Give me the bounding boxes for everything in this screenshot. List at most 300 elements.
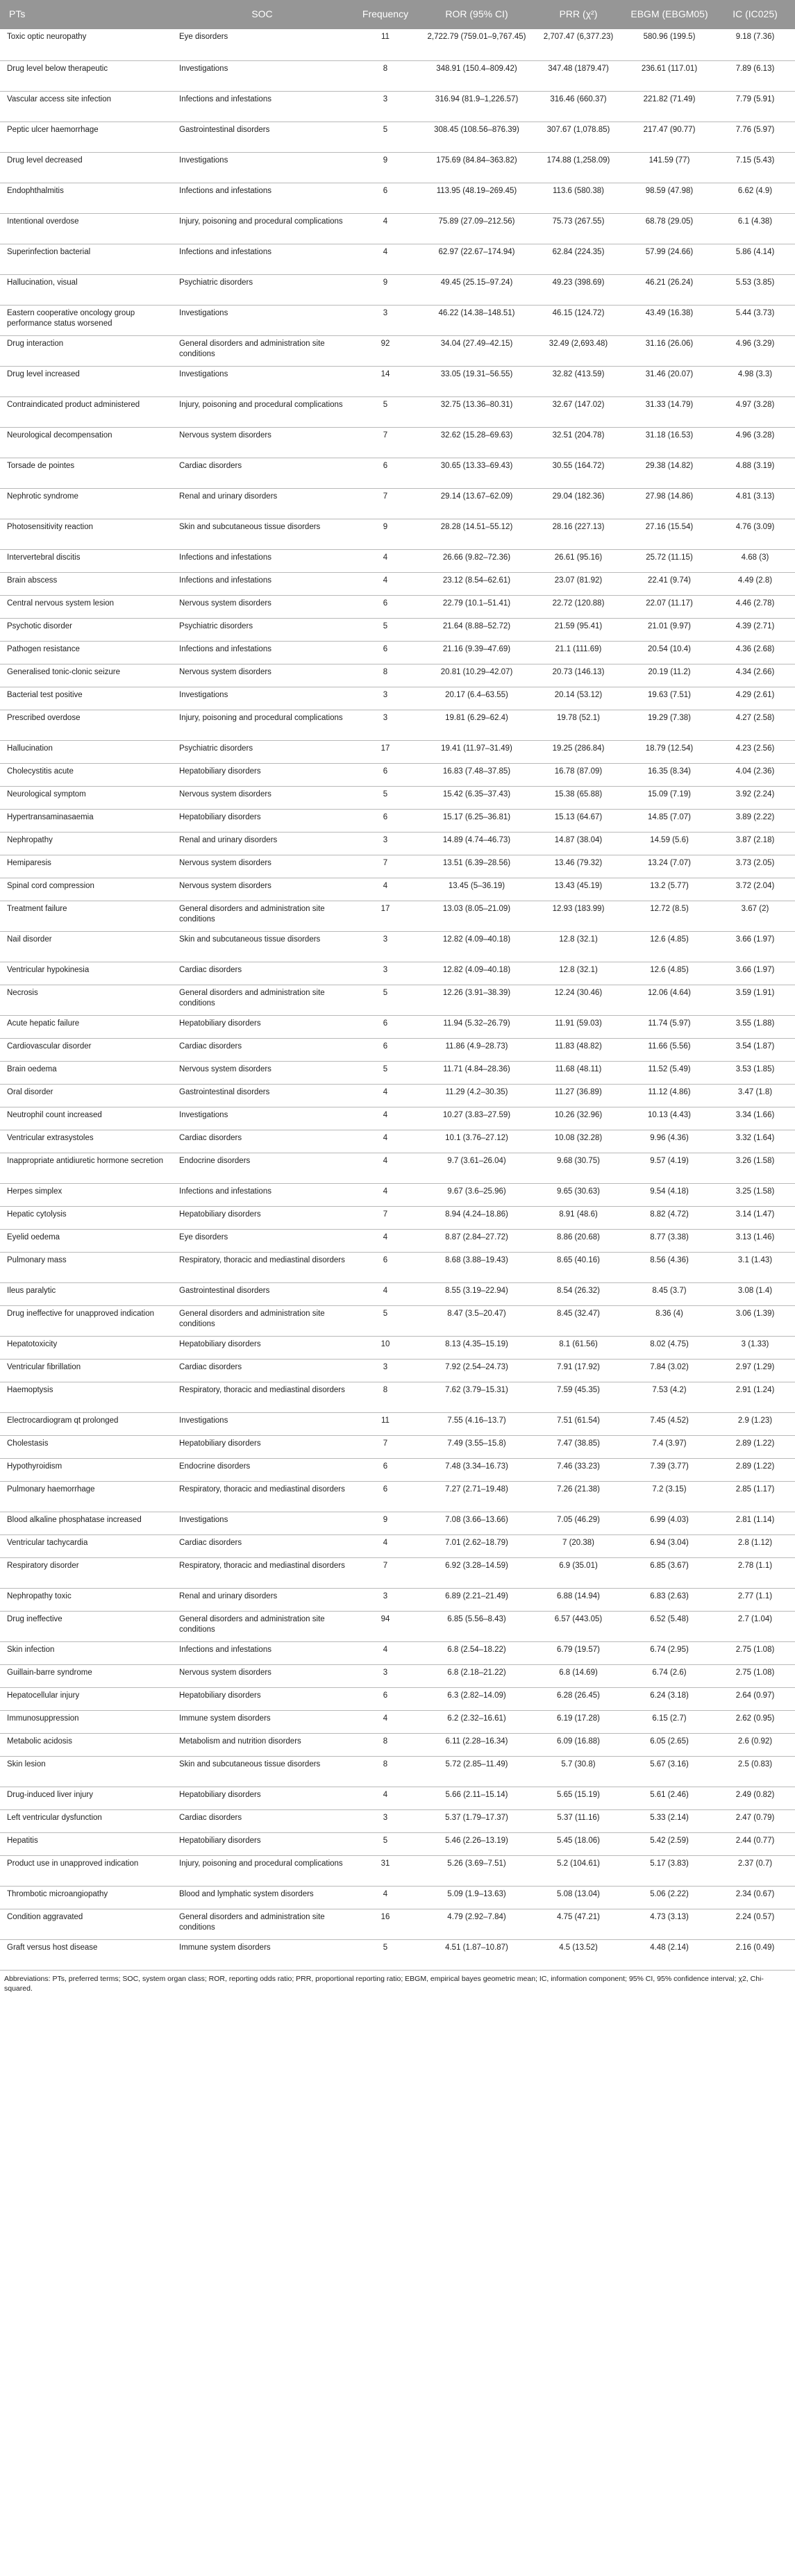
cell-prr: 4.5 (13.52) [533, 1939, 624, 1970]
cell-pt: Condition aggravated [0, 1909, 174, 1939]
cell-ic: 2.8 (1.12) [715, 1534, 795, 1557]
cell-ebgm: 27.98 (14.86) [624, 488, 715, 519]
table-row [0, 1512, 795, 1534]
cell-ror: 6.3 (2.82–14.09) [420, 1687, 533, 1710]
cell-frequency: 4 [351, 244, 420, 274]
cell-soc: Blood and lymphatic system disorders [174, 1886, 351, 1909]
table-row [0, 641, 795, 664]
table-body [0, 29, 795, 1970]
cell-soc: Infections and infestations [174, 1641, 351, 1664]
cell-ror: 6.89 (2.21–21.49) [420, 1588, 533, 1611]
cell-soc: Injury, poisoning and procedural complications [174, 396, 351, 427]
cell-ic: 2.81 (1.14) [715, 1512, 795, 1534]
table-footnote: Abbreviations: PTs, preferred terms; SOC, system organ class; ROR, reporting odds ratio; PRR, proportional reporting ratio; EBGM, empirical bayes geometric mean; IC, information component; 95% CI, 95% confidence interval; χ2, Chi-squared. [4, 1974, 764, 1993]
cell-soc: Investigations [174, 1412, 351, 1435]
cell-frequency: 4 [351, 1710, 420, 1733]
cell-soc: Infections and infestations [174, 91, 351, 122]
cell-ebgm: 7.84 (3.02) [624, 1359, 715, 1382]
cell-prr: 12.93 (183.99) [533, 901, 624, 931]
cell-ror: 8.94 (4.24–18.86) [420, 1206, 533, 1229]
cell-ebgm: 12.06 (4.64) [624, 985, 715, 1015]
cell-soc: Gastrointestinal disorders [174, 1084, 351, 1107]
cell-pt: Cholecystitis acute [0, 763, 174, 786]
cell-ror: 32.75 (13.36–80.31) [420, 396, 533, 427]
cell-ror: 5.37 (1.79–17.37) [420, 1809, 533, 1832]
cell-soc: Investigations [174, 152, 351, 183]
cell-ror: 175.69 (84.84–363.82) [420, 152, 533, 183]
cell-pt: Electrocardiogram qt prolonged [0, 1412, 174, 1435]
cell-ebgm: 46.21 (26.24) [624, 274, 715, 305]
cell-frequency: 7 [351, 427, 420, 458]
cell-ebgm: 5.06 (2.22) [624, 1886, 715, 1909]
cell-frequency: 6 [351, 763, 420, 786]
cell-soc: Psychiatric disorders [174, 740, 351, 763]
cell-prr: 5.08 (13.04) [533, 1886, 624, 1909]
table-row [0, 305, 795, 335]
table-row [0, 962, 795, 985]
cell-frequency: 3 [351, 1588, 420, 1611]
cell-soc: Hepatobiliary disorders [174, 1336, 351, 1359]
cell-ic: 4.96 (3.29) [715, 335, 795, 366]
cell-soc: Injury, poisoning and procedural complications [174, 213, 351, 244]
cell-ror: 6.2 (2.32–16.61) [420, 1710, 533, 1733]
table-row [0, 855, 795, 878]
table-row [0, 213, 795, 244]
table-row [0, 710, 795, 740]
cell-pt: Ventricular extrasystoles [0, 1130, 174, 1153]
cell-frequency: 7 [351, 1206, 420, 1229]
cell-ror: 33.05 (19.31–56.55) [420, 366, 533, 396]
cell-frequency: 9 [351, 1512, 420, 1534]
cell-pt: Generalised tonic-clonic seizure [0, 664, 174, 687]
cell-soc: Renal and urinary disorders [174, 488, 351, 519]
cell-ror: 10.27 (3.83–27.59) [420, 1107, 533, 1130]
cell-pt: Pulmonary mass [0, 1252, 174, 1282]
cell-ror: 14.89 (4.74–46.73) [420, 832, 533, 855]
cell-ebgm: 6.74 (2.6) [624, 1664, 715, 1687]
cell-ror: 32.62 (15.28–69.63) [420, 427, 533, 458]
cell-ror: 20.17 (6.4–63.55) [420, 687, 533, 710]
cell-soc: Respiratory, thoracic and mediastinal disorders [174, 1481, 351, 1512]
cell-ebgm: 31.46 (20.07) [624, 366, 715, 396]
cell-frequency: 94 [351, 1611, 420, 1641]
cell-ic: 4.46 (2.78) [715, 595, 795, 618]
table-row [0, 740, 795, 763]
cell-ebgm: 19.63 (7.51) [624, 687, 715, 710]
cell-pt: Brain oedema [0, 1061, 174, 1084]
cell-ror: 26.66 (9.82–72.36) [420, 549, 533, 572]
cell-soc: Hepatobiliary disorders [174, 763, 351, 786]
cell-pt: Cardiovascular disorder [0, 1038, 174, 1061]
cell-frequency: 11 [351, 1412, 420, 1435]
table-row [0, 1336, 795, 1359]
cell-soc: Nervous system disorders [174, 1664, 351, 1687]
cell-prr: 5.45 (18.06) [533, 1832, 624, 1855]
cell-ebgm: 6.24 (3.18) [624, 1687, 715, 1710]
cell-ror: 49.45 (25.15–97.24) [420, 274, 533, 305]
cell-frequency: 17 [351, 901, 420, 931]
cell-soc: General disorders and administration site conditions [174, 985, 351, 1015]
cell-prr: 9.65 (30.63) [533, 1183, 624, 1206]
cell-ror: 5.09 (1.9–13.63) [420, 1886, 533, 1909]
cell-ebgm: 8.36 (4) [624, 1305, 715, 1336]
cell-frequency: 4 [351, 1084, 420, 1107]
cell-frequency: 6 [351, 1015, 420, 1038]
cell-soc: Nervous system disorders [174, 786, 351, 809]
cell-frequency: 4 [351, 1107, 420, 1130]
cell-pt: Contraindicated product administered [0, 396, 174, 427]
cell-frequency: 5 [351, 1939, 420, 1970]
table-row [0, 1534, 795, 1557]
cell-prr: 10.08 (32.28) [533, 1130, 624, 1153]
cell-prr: 8.65 (40.16) [533, 1252, 624, 1282]
cell-pt: Blood alkaline phosphatase increased [0, 1512, 174, 1534]
cell-pt: Drug interaction [0, 335, 174, 366]
cell-ebgm: 9.54 (4.18) [624, 1183, 715, 1206]
cell-ic: 2.62 (0.95) [715, 1710, 795, 1733]
cell-ebgm: 20.54 (10.4) [624, 641, 715, 664]
cell-ic: 3.26 (1.58) [715, 1153, 795, 1183]
cell-ic: 4.98 (3.3) [715, 366, 795, 396]
cell-ic: 3.47 (1.8) [715, 1084, 795, 1107]
cell-pt: Hepatitis [0, 1832, 174, 1855]
cell-ebgm: 5.17 (3.83) [624, 1855, 715, 1886]
table-row [0, 1809, 795, 1832]
column-header-ic: IC (IC025) [715, 0, 795, 29]
cell-frequency: 6 [351, 809, 420, 832]
cell-ror: 8.13 (4.35–15.19) [420, 1336, 533, 1359]
cell-ror: 8.87 (2.84–27.72) [420, 1229, 533, 1252]
cell-soc: Infections and infestations [174, 641, 351, 664]
cell-ic: 3.66 (1.97) [715, 931, 795, 962]
cell-frequency: 6 [351, 595, 420, 618]
cell-frequency: 5 [351, 122, 420, 152]
cell-ror: 28.28 (14.51–55.12) [420, 519, 533, 549]
cell-soc: Skin and subcutaneous tissue disorders [174, 931, 351, 962]
cell-soc: Immune system disorders [174, 1939, 351, 1970]
cell-ic: 2.7 (1.04) [715, 1611, 795, 1641]
cell-pt: Hemiparesis [0, 855, 174, 878]
cell-prr: 14.87 (38.04) [533, 832, 624, 855]
cell-ic: 3.59 (1.91) [715, 985, 795, 1015]
cell-pt: Intervertebral discitis [0, 549, 174, 572]
table-row [0, 122, 795, 152]
cell-ror: 29.14 (13.67–62.09) [420, 488, 533, 519]
table-row [0, 687, 795, 710]
cell-frequency: 6 [351, 641, 420, 664]
table-row [0, 1756, 795, 1787]
cell-ic: 4.81 (3.13) [715, 488, 795, 519]
cell-ebgm: 13.24 (7.07) [624, 855, 715, 878]
cell-pt: Product use in unapproved indication [0, 1855, 174, 1886]
cell-soc: Investigations [174, 60, 351, 91]
cell-ic: 4.36 (2.68) [715, 641, 795, 664]
cell-soc: Injury, poisoning and procedural complications [174, 1855, 351, 1886]
cell-prr: 5.37 (11.16) [533, 1809, 624, 1832]
cell-ror: 62.97 (22.67–174.94) [420, 244, 533, 274]
cell-ebgm: 22.07 (11.17) [624, 595, 715, 618]
table-row [0, 878, 795, 901]
table-row [0, 901, 795, 931]
cell-ic: 4.88 (3.19) [715, 458, 795, 488]
table-row [0, 595, 795, 618]
cell-ror: 7.62 (3.79–15.31) [420, 1382, 533, 1412]
cell-soc: Cardiac disorders [174, 1809, 351, 1832]
table-row [0, 549, 795, 572]
table-row [0, 60, 795, 91]
cell-ror: 13.51 (6.39–28.56) [420, 855, 533, 878]
cell-pt: Ventricular tachycardia [0, 1534, 174, 1557]
cell-ebgm: 8.45 (3.7) [624, 1282, 715, 1305]
cell-prr: 12.8 (32.1) [533, 931, 624, 962]
cell-frequency: 4 [351, 1641, 420, 1664]
cell-pt: Haemoptysis [0, 1382, 174, 1412]
cell-ror: 113.95 (48.19–269.45) [420, 183, 533, 213]
cell-pt: Nephrotic syndrome [0, 488, 174, 519]
cell-prr: 8.86 (20.68) [533, 1229, 624, 1252]
cell-frequency: 8 [351, 1756, 420, 1787]
table-row [0, 1435, 795, 1458]
table-row [0, 832, 795, 855]
cell-soc: Psychiatric disorders [174, 274, 351, 305]
table-row [0, 618, 795, 641]
cell-ic: 4.76 (3.09) [715, 519, 795, 549]
cell-soc: Renal and urinary disorders [174, 832, 351, 855]
cell-frequency: 11 [351, 29, 420, 60]
cell-pt: Drug level below therapeutic [0, 60, 174, 91]
cell-ic: 3.08 (1.4) [715, 1282, 795, 1305]
cell-ic: 2.97 (1.29) [715, 1359, 795, 1382]
cell-ic: 2.47 (0.79) [715, 1809, 795, 1832]
cell-frequency: 6 [351, 1458, 420, 1481]
cell-ic: 7.15 (5.43) [715, 152, 795, 183]
cell-pt: Pulmonary haemorrhage [0, 1481, 174, 1512]
cell-ic: 2.78 (1.1) [715, 1557, 795, 1588]
cell-ebgm: 141.59 (77) [624, 152, 715, 183]
table-row [0, 1687, 795, 1710]
cell-ebgm: 5.61 (2.46) [624, 1787, 715, 1809]
cell-ebgm: 7.45 (4.52) [624, 1412, 715, 1435]
cell-ic: 5.86 (4.14) [715, 244, 795, 274]
table-row [0, 1832, 795, 1855]
cell-ror: 8.68 (3.88–19.43) [420, 1252, 533, 1282]
table-row [0, 244, 795, 274]
cell-ror: 8.55 (3.19–22.94) [420, 1282, 533, 1305]
cell-ic: 3.67 (2) [715, 901, 795, 931]
cell-soc: General disorders and administration site conditions [174, 1909, 351, 1939]
cell-ic: 2.44 (0.77) [715, 1832, 795, 1855]
cell-ror: 5.46 (2.26–13.19) [420, 1832, 533, 1855]
cell-soc: Infections and infestations [174, 572, 351, 595]
table-row [0, 1252, 795, 1282]
cell-prr: 316.46 (660.37) [533, 91, 624, 122]
cell-ic: 4.04 (2.36) [715, 763, 795, 786]
cell-ror: 5.72 (2.85–11.49) [420, 1756, 533, 1787]
cell-prr: 10.26 (32.96) [533, 1107, 624, 1130]
cell-ebgm: 6.83 (2.63) [624, 1588, 715, 1611]
cell-ror: 4.79 (2.92–7.84) [420, 1909, 533, 1939]
cell-pt: Hepatocellular injury [0, 1687, 174, 1710]
cell-ebgm: 6.05 (2.65) [624, 1733, 715, 1756]
cell-ic: 3.72 (2.04) [715, 878, 795, 901]
cell-soc: Hepatobiliary disorders [174, 1015, 351, 1038]
cell-frequency: 3 [351, 1664, 420, 1687]
cell-pt: Hepatic cytolysis [0, 1206, 174, 1229]
cell-soc: Investigations [174, 366, 351, 396]
cell-soc: Renal and urinary disorders [174, 1588, 351, 1611]
cell-soc: Eye disorders [174, 1229, 351, 1252]
cell-prr: 6.9 (35.01) [533, 1557, 624, 1588]
table-row [0, 1061, 795, 1084]
cell-ror: 7.92 (2.54–24.73) [420, 1359, 533, 1382]
cell-ic: 3.66 (1.97) [715, 962, 795, 985]
cell-frequency: 3 [351, 687, 420, 710]
cell-ror: 34.04 (27.49–42.15) [420, 335, 533, 366]
cell-ebgm: 31.33 (14.79) [624, 396, 715, 427]
cell-soc: Nervous system disorders [174, 664, 351, 687]
cell-frequency: 6 [351, 458, 420, 488]
cell-ror: 20.81 (10.29–42.07) [420, 664, 533, 687]
cell-soc: General disorders and administration site conditions [174, 901, 351, 931]
cell-ror: 75.89 (27.09–212.56) [420, 213, 533, 244]
cell-frequency: 5 [351, 618, 420, 641]
cell-ic: 5.44 (3.73) [715, 305, 795, 335]
table-row [0, 1206, 795, 1229]
cell-ic: 2.89 (1.22) [715, 1435, 795, 1458]
cell-ror: 16.83 (7.48–37.85) [420, 763, 533, 786]
cell-ic: 4.34 (2.66) [715, 664, 795, 687]
cell-prr: 26.61 (95.16) [533, 549, 624, 572]
cell-soc: General disorders and administration site conditions [174, 335, 351, 366]
cell-ebgm: 43.49 (16.38) [624, 305, 715, 335]
cell-frequency: 14 [351, 366, 420, 396]
cell-ebgm: 98.59 (47.98) [624, 183, 715, 213]
table-row [0, 572, 795, 595]
table-row [0, 1130, 795, 1153]
column-header-ror: ROR (95% CI) [420, 0, 533, 29]
cell-ror: 9.67 (3.6–25.96) [420, 1183, 533, 1206]
table-row [0, 1458, 795, 1481]
cell-ebgm: 6.52 (5.48) [624, 1611, 715, 1641]
cell-pt: Nephropathy [0, 832, 174, 855]
cell-ror: 21.16 (9.39–47.69) [420, 641, 533, 664]
table-row [0, 1359, 795, 1382]
cell-ebgm: 11.52 (5.49) [624, 1061, 715, 1084]
cell-pt: Guillain-barre syndrome [0, 1664, 174, 1687]
table-row [0, 1733, 795, 1756]
cell-ic: 3.06 (1.39) [715, 1305, 795, 1336]
cell-ror: 11.94 (5.32–26.79) [420, 1015, 533, 1038]
cell-ror: 4.51 (1.87–10.87) [420, 1939, 533, 1970]
cell-prr: 6.8 (14.69) [533, 1664, 624, 1687]
cell-frequency: 7 [351, 1435, 420, 1458]
cell-soc: Hepatobiliary disorders [174, 1206, 351, 1229]
table-row [0, 1412, 795, 1435]
cell-ror: 22.79 (10.1–51.41) [420, 595, 533, 618]
cell-pt: Photosensitivity reaction [0, 519, 174, 549]
cell-ebgm: 6.74 (2.95) [624, 1641, 715, 1664]
table-row [0, 786, 795, 809]
cell-ror: 7.08 (3.66–13.66) [420, 1512, 533, 1534]
cell-prr: 32.49 (2,693.48) [533, 335, 624, 366]
cell-ic: 3.55 (1.88) [715, 1015, 795, 1038]
cell-ror: 13.03 (8.05–21.09) [420, 901, 533, 931]
cell-soc: Endocrine disorders [174, 1458, 351, 1481]
cell-ebgm: 5.33 (2.14) [624, 1809, 715, 1832]
cell-frequency: 4 [351, 549, 420, 572]
cell-ror: 7.48 (3.34–16.73) [420, 1458, 533, 1481]
cell-soc: Cardiac disorders [174, 458, 351, 488]
cell-ic: 4.49 (2.8) [715, 572, 795, 595]
cell-ebgm: 7.4 (3.97) [624, 1435, 715, 1458]
cell-ebgm: 6.99 (4.03) [624, 1512, 715, 1534]
cell-frequency: 5 [351, 1061, 420, 1084]
cell-soc: Infections and infestations [174, 549, 351, 572]
cell-prr: 20.14 (53.12) [533, 687, 624, 710]
cell-prr: 2,707.47 (6,377.23) [533, 29, 624, 60]
cell-frequency: 3 [351, 1359, 420, 1382]
cell-frequency: 7 [351, 488, 420, 519]
cell-prr: 16.78 (87.09) [533, 763, 624, 786]
cell-ic: 4.23 (2.56) [715, 740, 795, 763]
cell-ebgm: 16.35 (8.34) [624, 763, 715, 786]
cell-ebgm: 221.82 (71.49) [624, 91, 715, 122]
cell-pt: Superinfection bacterial [0, 244, 174, 274]
cell-pt: Endophthalmitis [0, 183, 174, 213]
cell-prr: 6.79 (19.57) [533, 1641, 624, 1664]
cell-ror: 19.81 (6.29–62.4) [420, 710, 533, 740]
cell-prr: 347.48 (1879.47) [533, 60, 624, 91]
cell-frequency: 5 [351, 1832, 420, 1855]
cell-pt: Acute hepatic failure [0, 1015, 174, 1038]
cell-ebgm: 19.29 (7.38) [624, 710, 715, 740]
cell-frequency: 4 [351, 572, 420, 595]
cell-ebgm: 31.16 (26.06) [624, 335, 715, 366]
table-row [0, 1084, 795, 1107]
cell-pt: Ileus paralytic [0, 1282, 174, 1305]
cell-prr: 7.47 (38.85) [533, 1435, 624, 1458]
column-header-pts: PTs [0, 0, 174, 29]
cell-prr: 7.59 (45.35) [533, 1382, 624, 1412]
cell-frequency: 4 [351, 1229, 420, 1252]
cell-ic: 4.96 (3.28) [715, 427, 795, 458]
cell-frequency: 3 [351, 962, 420, 985]
column-header-ebgm: EBGM (EBGM05) [624, 0, 715, 29]
cell-ebgm: 8.77 (3.38) [624, 1229, 715, 1252]
cell-ror: 19.41 (11.97–31.49) [420, 740, 533, 763]
cell-soc: General disorders and administration site conditions [174, 1611, 351, 1641]
cell-prr: 19.25 (286.84) [533, 740, 624, 763]
header-row [0, 0, 795, 29]
cell-ic: 3.25 (1.58) [715, 1183, 795, 1206]
table-row [0, 809, 795, 832]
cell-ebgm: 22.41 (9.74) [624, 572, 715, 595]
cell-prr: 13.46 (79.32) [533, 855, 624, 878]
cell-soc: Nervous system disorders [174, 878, 351, 901]
cell-frequency: 9 [351, 519, 420, 549]
cell-prr: 7 (20.38) [533, 1534, 624, 1557]
cell-soc: Investigations [174, 305, 351, 335]
cell-ebgm: 4.73 (3.13) [624, 1909, 715, 1939]
cell-frequency: 4 [351, 1153, 420, 1183]
cell-prr: 15.38 (65.88) [533, 786, 624, 809]
cell-soc: Hepatobiliary disorders [174, 809, 351, 832]
cell-ic: 2.75 (1.08) [715, 1641, 795, 1664]
cell-ic: 3.92 (2.24) [715, 786, 795, 809]
table-row [0, 1183, 795, 1206]
cell-ic: 4.97 (3.28) [715, 396, 795, 427]
cell-pt: Neutrophil count increased [0, 1107, 174, 1130]
